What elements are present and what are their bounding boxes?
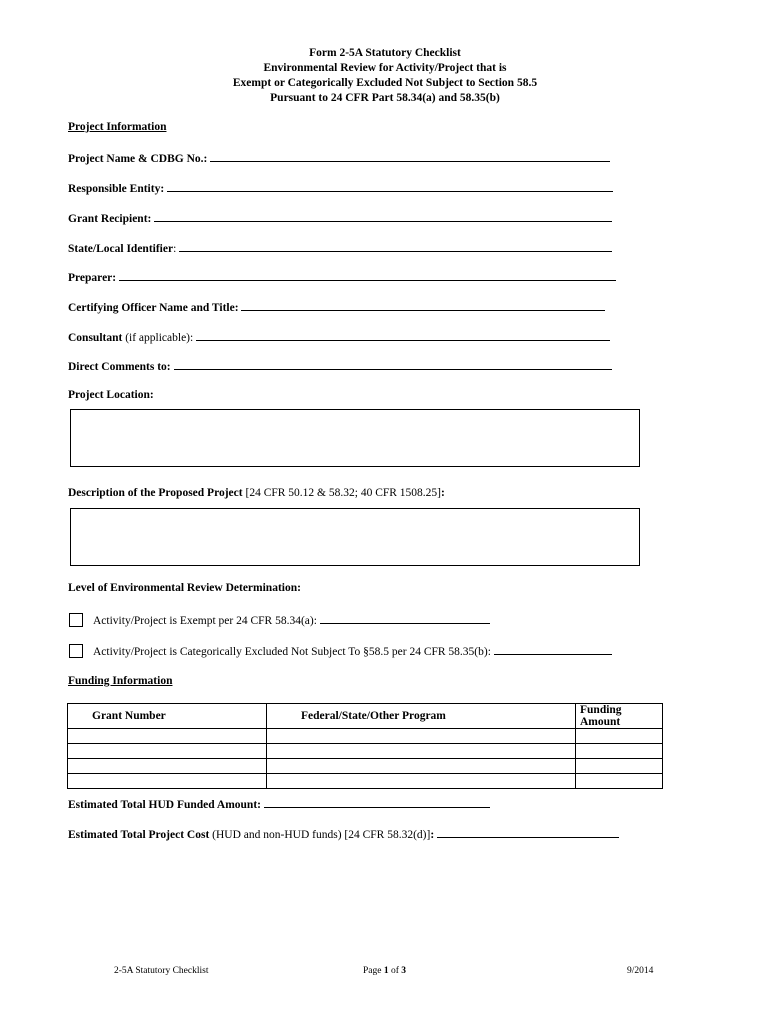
responsible-entity-input[interactable] bbox=[167, 181, 613, 192]
exempt-blank-input[interactable] bbox=[320, 613, 490, 624]
field-project-name bbox=[68, 151, 610, 165]
field-label: Direct Comments to: bbox=[68, 361, 171, 373]
title-line-4: Pursuant to 24 CFR Part 58.34(a) and 58.35(b) bbox=[270, 92, 500, 104]
field-label: Grant Recipient: bbox=[68, 213, 152, 225]
funding-table bbox=[67, 703, 663, 789]
current-page: 1 bbox=[383, 966, 389, 976]
field-state-local-identifier bbox=[68, 241, 612, 255]
exempt-checkbox[interactable] bbox=[69, 613, 83, 627]
funding-info-heading: Funding Information bbox=[68, 675, 173, 687]
col-program: Federal/State/Other Program bbox=[267, 704, 576, 729]
funding-amount-cell[interactable] bbox=[576, 729, 663, 744]
program-cell[interactable] bbox=[267, 729, 576, 744]
state-local-identifier-input[interactable] bbox=[179, 241, 612, 252]
total-hud-funded-field bbox=[68, 797, 490, 811]
total-pages: 3 bbox=[401, 966, 407, 976]
title-line-1: Form 2-5A Statutory Checklist bbox=[309, 47, 461, 59]
field-direct-comments bbox=[68, 359, 612, 373]
total-project-cost-label: Estimated Total Project Cost bbox=[68, 829, 210, 841]
total-hud-funded-input[interactable] bbox=[264, 797, 490, 808]
footer-date: 9/2014 bbox=[627, 966, 654, 976]
total-project-cost-input[interactable] bbox=[437, 827, 619, 838]
field-label: Certifying Officer Name and Title: bbox=[68, 302, 239, 314]
title-line-2: Environmental Review for Activity/Project that is bbox=[263, 62, 507, 74]
table-row bbox=[68, 759, 663, 774]
grant-recipient-input[interactable] bbox=[154, 211, 612, 222]
field-label: State/Local Identifier bbox=[68, 243, 174, 255]
table-row bbox=[68, 774, 663, 789]
col-grant-number: Grant Number bbox=[68, 704, 267, 729]
field-label-colon: : bbox=[173, 243, 177, 255]
total-hud-funded-label: Estimated Total HUD Funded Amount: bbox=[68, 799, 261, 811]
program-cell[interactable] bbox=[267, 744, 576, 759]
grant-number-cell[interactable] bbox=[68, 729, 267, 744]
categorical-exclusion-option bbox=[93, 644, 612, 658]
field-label: Responsible Entity: bbox=[68, 183, 165, 195]
project-name-input[interactable] bbox=[210, 151, 610, 162]
field-consultant bbox=[68, 330, 610, 344]
preparer-input[interactable] bbox=[119, 270, 616, 281]
description-ref: [24 CFR 50.12 & 58.32; 40 CFR 1508.25] bbox=[242, 487, 442, 499]
total-project-cost-note: (HUD and non-HUD funds) [24 CFR 58.32(d)] bbox=[209, 829, 431, 841]
program-cell[interactable] bbox=[267, 759, 576, 774]
description-textbox[interactable] bbox=[70, 508, 640, 566]
table-row bbox=[68, 729, 663, 744]
description-label-text: Description of the Proposed Project bbox=[68, 487, 243, 499]
determination-heading: Level of Environmental Review Determination: bbox=[68, 582, 301, 594]
grant-number-cell[interactable] bbox=[68, 744, 267, 759]
description-label bbox=[68, 487, 445, 499]
col-funding-amount: Funding Amount bbox=[576, 704, 663, 729]
direct-comments-input[interactable] bbox=[174, 359, 612, 370]
total-project-cost-field bbox=[68, 827, 619, 841]
funding-amount-cell[interactable] bbox=[576, 774, 663, 789]
project-info-heading: Project Information bbox=[68, 121, 167, 133]
project-location-label: Project Location: bbox=[68, 389, 154, 401]
categorical-exclusion-label: Activity/Project is Categorically Excluded Not Subject To §58.5 per 24 CFR 58.35(b): bbox=[93, 646, 494, 658]
grant-number-cell[interactable] bbox=[68, 759, 267, 774]
field-grant-recipient bbox=[68, 211, 612, 225]
footer-page-number: Page 1 of 3 bbox=[363, 966, 407, 976]
footer-form-name: 2-5A Statutory Checklist bbox=[114, 966, 209, 976]
field-responsible-entity bbox=[68, 181, 613, 195]
consultant-input[interactable] bbox=[196, 330, 610, 341]
table-row bbox=[68, 744, 663, 759]
form-title bbox=[0, 46, 770, 106]
field-label: Consultant bbox=[68, 332, 123, 344]
categorical-exclusion-blank-input[interactable] bbox=[494, 644, 612, 655]
funding-amount-cell[interactable] bbox=[576, 744, 663, 759]
title-line-3: Exempt or Categorically Excluded Not Subject to Section 58.5 bbox=[232, 77, 538, 89]
field-preparer bbox=[68, 270, 616, 284]
exempt-option bbox=[93, 613, 490, 627]
field-label: Preparer: bbox=[68, 272, 117, 284]
categorical-exclusion-checkbox[interactable] bbox=[69, 644, 83, 658]
description-colon: : bbox=[441, 487, 445, 499]
funding-amount-cell[interactable] bbox=[576, 759, 663, 774]
funding-table-header bbox=[68, 704, 663, 729]
field-label: Project Name & CDBG No.: bbox=[68, 153, 208, 165]
certifying-officer-input[interactable] bbox=[241, 300, 605, 311]
exempt-option-label: Activity/Project is Exempt per 24 CFR 58.34(a): bbox=[93, 615, 320, 627]
total-project-cost-colon: : bbox=[430, 829, 435, 841]
grant-number-cell[interactable] bbox=[68, 774, 267, 789]
program-cell[interactable] bbox=[267, 774, 576, 789]
field-note: (if applicable): bbox=[122, 332, 194, 344]
field-certifying-officer bbox=[68, 300, 605, 314]
project-location-textbox[interactable] bbox=[70, 409, 640, 467]
